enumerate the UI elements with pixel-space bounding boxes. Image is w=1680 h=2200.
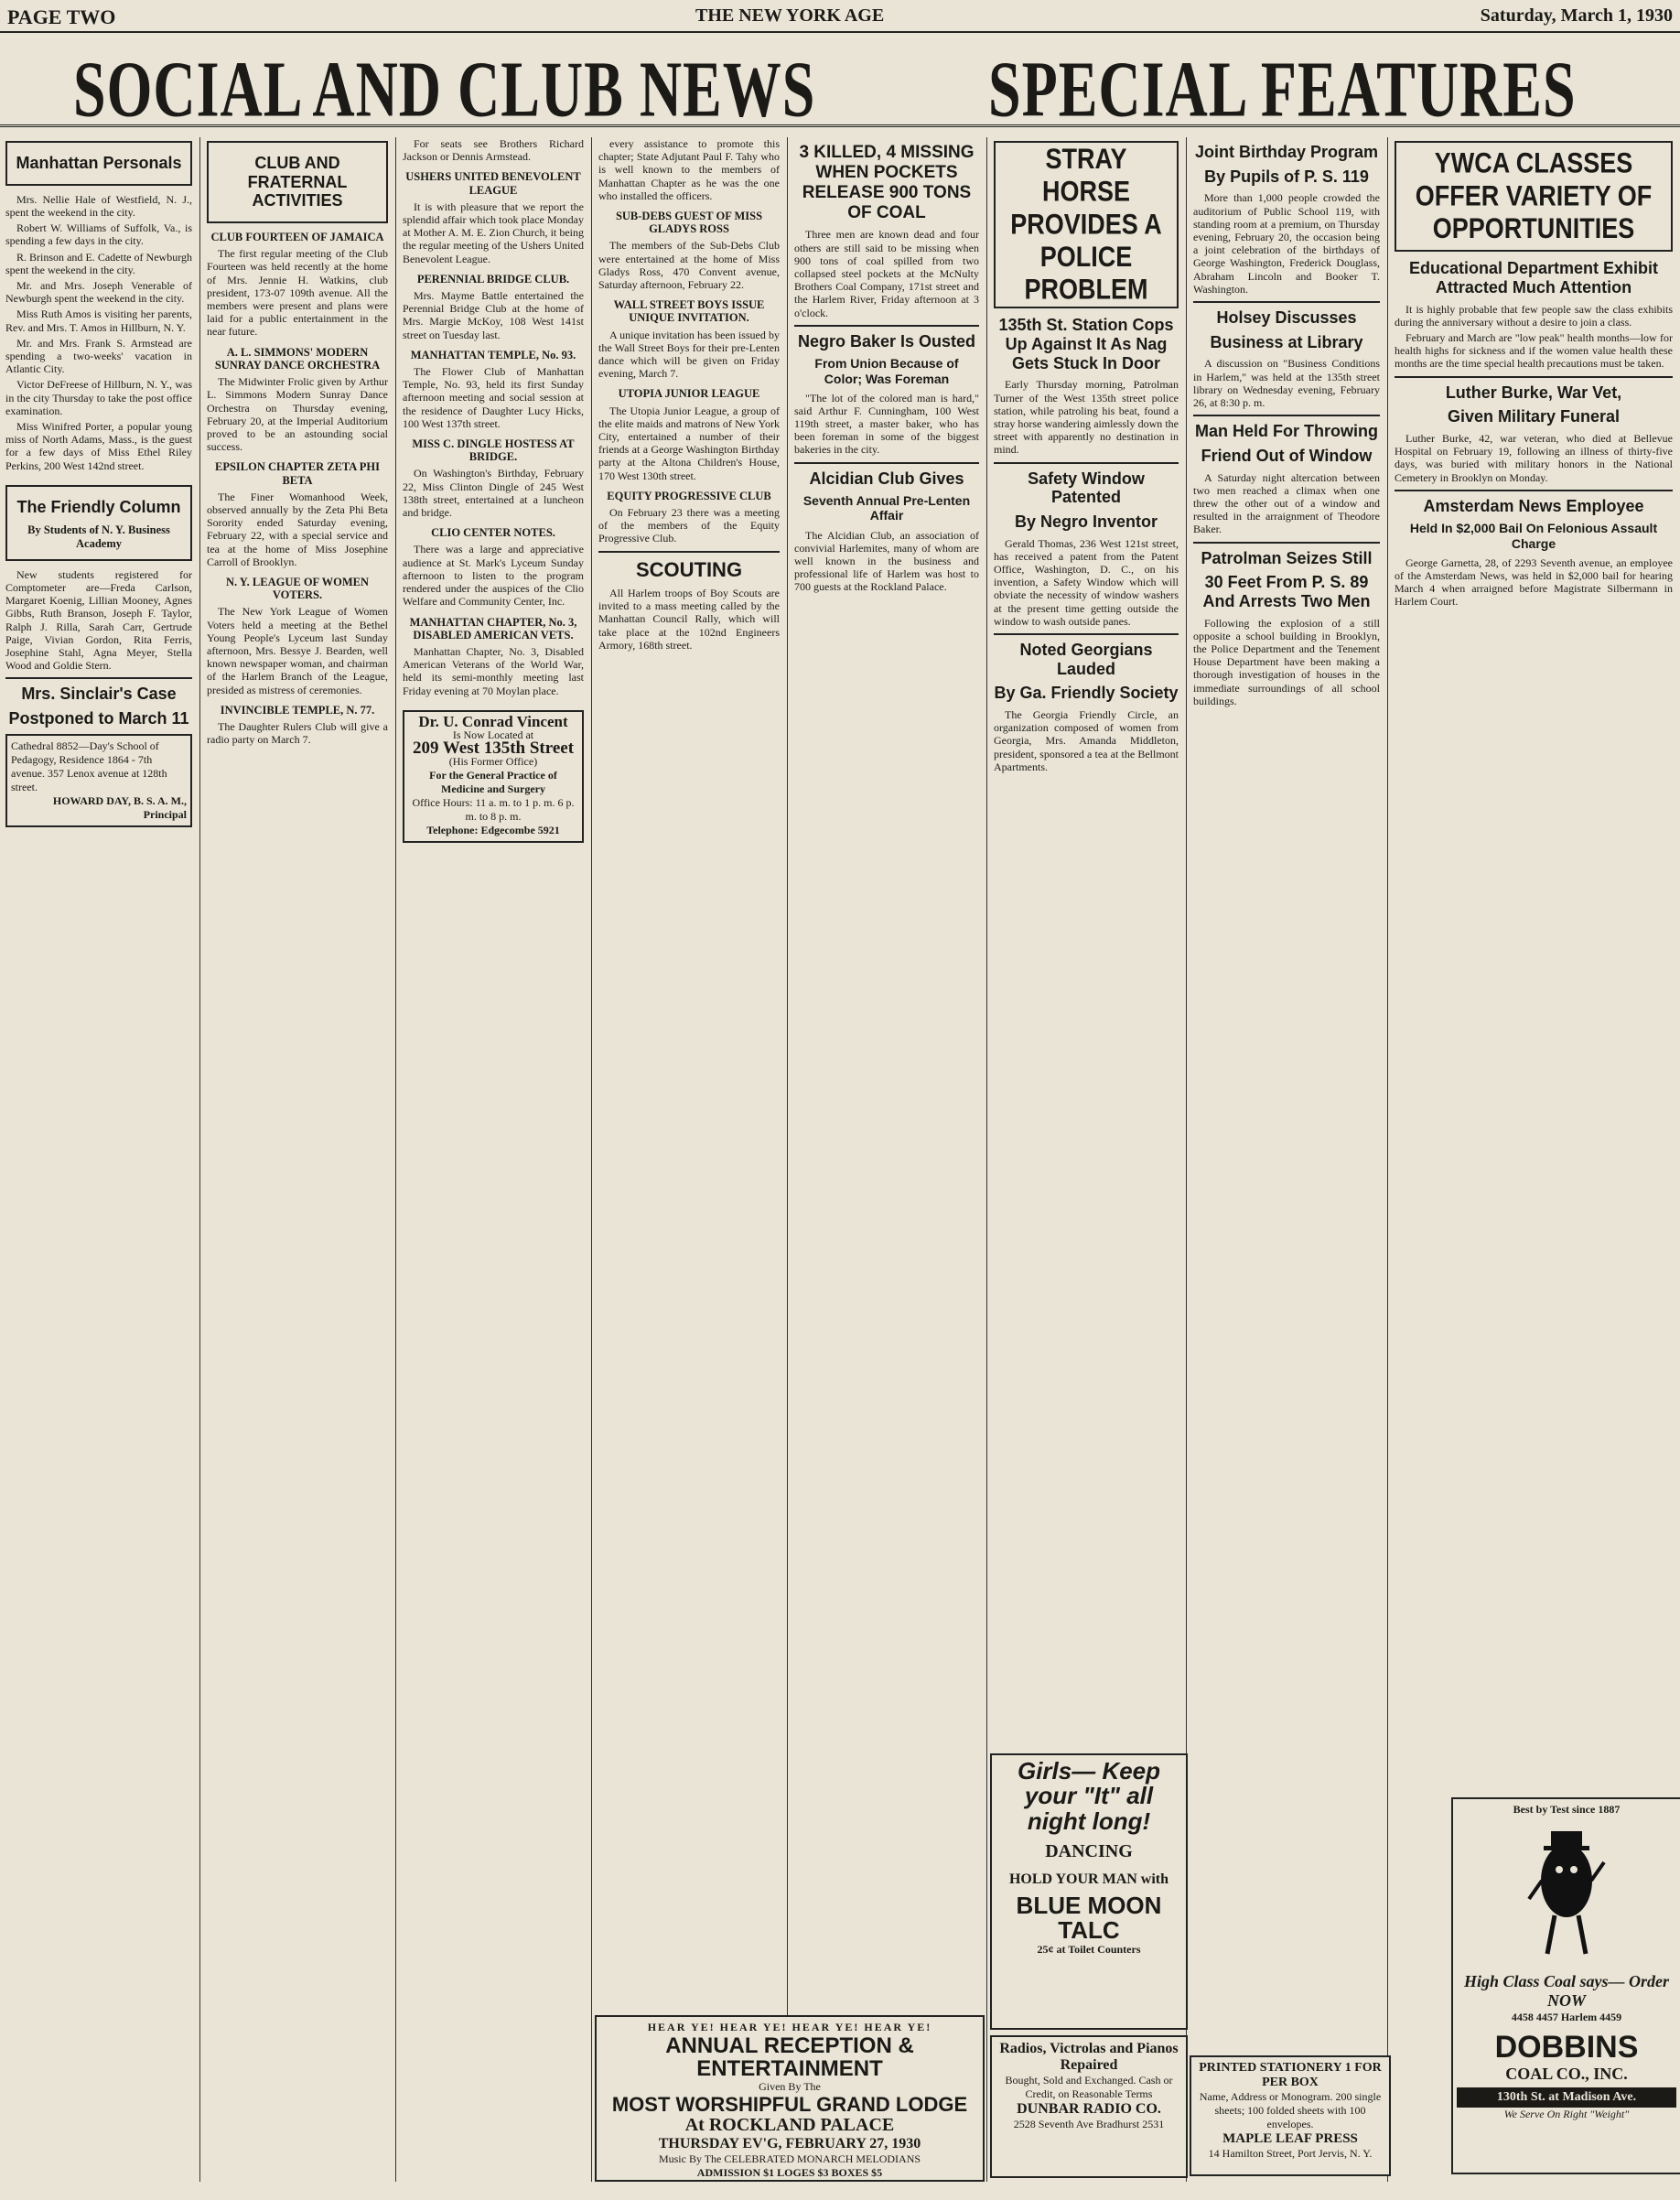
- item-text: There was a large and appreciative audience at St. Mark's Lyceum Sunday afternoon to listen to the program rendered under the auspices of the Clio Welfare and Community Center, Inc.: [403, 543, 584, 609]
- divider: [598, 551, 780, 553]
- ad-radio-headline: Radios, Victrolas and Pianos Repaired: [999, 2041, 1179, 2073]
- divider: [1193, 542, 1380, 544]
- subhead: SUB-DEBS GUEST OF MISS GLADYS ROSS: [615, 210, 763, 236]
- subhead: PERENNIAL BRIDGE CLUB.: [416, 272, 570, 286]
- ad-stationery-headline: PRINTED STATIONERY 1 FOR PER BOX: [1199, 2061, 1382, 2089]
- section-header-box: [1395, 141, 1673, 252]
- ad-lodge-name: MOST WORSHIPFUL GRAND LODGE: [611, 2093, 968, 2117]
- item-text: It is highly probable that few people saw the class exhibits during the anniversary without a desire to join a class.: [1395, 302, 1673, 329]
- ad-dobbins-name: DOBBINS: [1494, 2030, 1639, 2065]
- divider: [5, 677, 192, 679]
- headline-negro-baker: Negro Baker Is Ousted: [797, 331, 976, 350]
- ad-radio-company: DUNBAR RADIO CO.: [1017, 2101, 1161, 2117]
- radio-advertisement: [990, 2035, 1188, 2178]
- divider: [994, 633, 1179, 635]
- column-rule: [199, 137, 200, 2182]
- divider: [1193, 301, 1380, 303]
- subhead: UTOPIA JUNIOR LEAGUE: [618, 387, 760, 401]
- item-text: A Saturday night altercation between two men reached a climax when one threw the other out of a window and resulted in the arraignment of Theodore Baker.: [1193, 470, 1380, 536]
- ad-dobbins-address: 130th St. at Madison Ave.: [1457, 2087, 1676, 2108]
- ad-former-office: (His Former Office): [448, 755, 538, 769]
- ad-phone: Telephone: Edgecombe 5921: [426, 824, 560, 837]
- headline-sinclair-case-deck: Postponed to March 11: [8, 709, 189, 728]
- ad-date: THURSDAY EV'G, FEBRUARY 27, 1930: [658, 2136, 921, 2152]
- headline-alcidian-club: Alcidian Club Gives: [809, 469, 964, 488]
- ad-hours: Office Hours: 11 a. m. to 1 p. m. 6 p. m. to 8 p. m.: [412, 796, 575, 824]
- headline-sinclair-case: Mrs. Sinclair's Case: [21, 685, 177, 704]
- ad-best-by-test: Best by Test since 1887: [1513, 1803, 1621, 1816]
- item-text: It is with pleasure that we report the splendid affair which took place Monday at Mother A. M. E. Zion Church, it being the regular meeting of the Ushers United Benevolent League.: [403, 200, 584, 265]
- headline-safety-window: Safety Window Patented: [1028, 469, 1145, 507]
- subhead: CLIO CENTER NOTES.: [431, 526, 555, 540]
- item-text: On Washington's Birthday, February 22, Miss Clinton Dingle of 245 West 138th street, entertained at a luncheon and bridge.: [403, 467, 584, 520]
- headline-man-held: Man Held For Throwing: [1195, 422, 1378, 441]
- headline-club-fraternal: CLUB AND FRATERNAL ACTIVITIES: [247, 154, 348, 210]
- ad-given-by: Given By The: [759, 2080, 821, 2094]
- coal-advertisement: [1451, 1797, 1680, 2174]
- column-rule: [395, 137, 396, 2182]
- ad-price: 25¢ at Toilet Counters: [1037, 1943, 1141, 1957]
- ad-moved: Is Now Located at: [452, 728, 534, 741]
- ad-dobbins-company: COAL CO., INC.: [1505, 2064, 1628, 2083]
- section-header-box: [5, 485, 192, 561]
- stationery-advertisement: [1190, 2055, 1391, 2176]
- headline-negro-baker-deck: From Union Because of Color; Was Foreman: [814, 356, 959, 386]
- item-text: On February 23 there was a meeting of the members of the Equity Progressive Club.: [598, 506, 780, 545]
- item-text: Mrs. Mayme Battle entertained the Perennial Bridge Club at the home of Mrs. Margie McKoy, 108 West 141st street on Tuesday last.: [403, 289, 584, 341]
- ad-stationery-subtext: Name, Address or Monogram. 200 single sheets; 100 folded sheets with 100 envelopes.: [1199, 2090, 1382, 2130]
- ad-radio-subtext: Bought, Sold and Exchanged. Cash or Credit, on Reasonable Terms: [1005, 2074, 1173, 2100]
- subhead: INVINCIBLE TEMPLE, N. 77.: [220, 703, 375, 717]
- item-text: New students registered for Comptometer are—Freda Carlson, Margaret Koenig, Lillian Mooney, Agnes Gibbs, Ruth Branson, Joseph F. Taylor, Ralph J. Rilla, Sarah Carr, Gertrude Paige, Vivian Gordon, Rita Ferris, Josephine Stahl, Agna Meyer, Stella Wood and Goldie Stern.: [5, 567, 192, 673]
- item-text: The first regular meeting of the Club Fourteen was held recently at the home of Mrs. Jennie H. Watkins, club president, 173-07 109th avenue. All the members were present and plans were laid for a public entertainment in the near future.: [207, 247, 388, 339]
- subhead: MANHATTAN TEMPLE, No. 93.: [410, 348, 576, 361]
- item-text: Gerald Thomas, 236 West 121st street, has received a patent from the Patent Office, Washington, D. C., on his invention, a Safety Window which will obviate the necessity of window washers at the present time getting outside the window to wash outside panes.: [994, 536, 1179, 628]
- item-text: All Harlem troops of Boy Scouts are invited to a mass meeting called by the Manhattan Council Rally, which will take place at the 102nd Engineers Armory, 168th street.: [598, 586, 780, 652]
- item-text: The New York League of Women Voters held a meeting at the Bethel Young People's Lyceum last Sunday afternoon, Mrs. Bessye J. Bearden, well known newspaper woman, and chairman of the Harlem Branch of the League, presided as mistress of ceremonies.: [207, 605, 388, 696]
- column-rule: [1387, 137, 1388, 2182]
- divider: [1395, 376, 1673, 378]
- subhead: MANHATTAN CHAPTER, No. 3, DISABLED AMERICAN VETS.: [409, 615, 577, 642]
- ad-brand: BLUE MOON TALC: [1016, 1891, 1162, 1945]
- paper-name: THE NEW YORK AGE: [695, 5, 885, 26]
- headline-holsey: Holsey Discusses: [1216, 308, 1357, 327]
- headline-alcidian-club-deck: Seventh Annual Pre-Lenten Affair: [802, 493, 971, 523]
- headline-amsterdam-news: Amsterdam News Employee: [1423, 496, 1644, 515]
- subhead: EQUITY PROGRESSIVE CLUB: [607, 489, 771, 502]
- ad-venue: At ROCKLAND PALACE: [684, 2115, 895, 2136]
- headline-amsterdam-news-deck: Held In $2,000 Bail On Felonious Assault Charge: [1409, 521, 1658, 551]
- column-2: [207, 137, 388, 2182]
- talc-advertisement: [990, 1753, 1188, 2030]
- headline-joint-birthday: Joint Birthday Program: [1194, 143, 1379, 161]
- headline-noted-georgians: Noted Georgians Lauded: [1019, 641, 1153, 678]
- headline-man-held-deck: Friend Out of Window: [1201, 446, 1373, 465]
- ad-hold-your-man: HOLD YOUR MAN with: [1008, 1871, 1169, 1887]
- divider: [1193, 415, 1380, 416]
- headline-ywca-classes: YWCA CLASSES OFFER VARIETY OF OPPORTUNITIES: [1415, 147, 1653, 244]
- coal-man-illustration-icon: [1525, 1826, 1608, 1963]
- headline-stray-horse-deck: 135th St. Station Cops Up Against It As Nag Gets Stuck In Door: [998, 316, 1174, 372]
- subhead: CLUB FOURTEEN OF JAMAICA: [210, 231, 384, 244]
- headline-patrolman-still-deck: 30 Feet From P. S. 89 And Arrests Two Men: [1202, 573, 1371, 610]
- item-text: "The lot of the colored man is hard," said Arthur F. Cunningham, 100 West 119th street, a master baker, who has been foreman in some of the biggest bakeries in the city.: [794, 391, 979, 457]
- headline-luther-burke-deck: Given Military Funeral: [1447, 407, 1621, 426]
- banner-special-features: SPECIAL FEATURES: [988, 45, 1577, 134]
- item-text: Luther Burke, 42, war veteran, who died at Bellevue Hospital on February 19, following an illness of thirty-five days, was buried with military honors in the National Cemetery in Brooklyn on Monday.: [1395, 431, 1673, 484]
- ad-stationery-company: MAPLE LEAF PRESS: [1222, 2131, 1358, 2146]
- column-rule: [591, 137, 592, 2182]
- divider: [794, 325, 979, 327]
- item-text: Mr. and Mrs. Frank S. Armstead are spending a two-weeks' vacation in Atlantic City.: [5, 336, 192, 376]
- column-4: [598, 137, 780, 2182]
- item-text: Mr. and Mrs. Joseph Venerable of Newburgh spent the weekend in the city.: [5, 278, 192, 306]
- headline-manhattan-personals: Manhattan Personals: [16, 154, 182, 172]
- ad-signature: HOWARD DAY, B. S. A. M., Principal: [52, 793, 187, 821]
- item-text: The members of the Sub-Debs Club were entertained at the home of Miss Gladys Ross, 470 Convent avenue, Saturday afternoon, February 22.: [598, 239, 780, 292]
- item-text: The Georgia Friendly Circle, an organization composed of women from Georgia, Mrs. Amanda Middleton, president, sponsored a tea at the Bellmont Apartments.: [994, 708, 1179, 773]
- item-text: Miss Ruth Amos is visiting her parents, Rev. and Mrs. T. Amos in Hillburn, N. Y.: [5, 307, 192, 334]
- school-advertisement: [5, 734, 192, 827]
- ad-hear-ye: HEAR YE! HEAR YE! HEAR YE! HEAR YE!: [647, 2021, 932, 2033]
- doctor-advertisement: [403, 710, 584, 843]
- divider: [1395, 490, 1673, 491]
- headline-safety-window-deck: By Negro Inventor: [1014, 512, 1158, 531]
- headline-patrolman-still: Patrolman Seizes Still: [1201, 548, 1373, 567]
- subhead: USHERS UNITED BENEVOLENT LEAGUE: [405, 170, 581, 197]
- section-header-box: [207, 141, 388, 223]
- item-text: George Garnetta, 28, of 2293 Seventh avenue, an employee of the Amsterdam News, was held in $2,000 bail for hearing March 4 when arraigned before Magistrate Silbermann in Harlem Court.: [1395, 555, 1673, 609]
- headline-luther-burke: Luther Burke, War Vet,: [1445, 383, 1622, 402]
- item-text: R. Brinson and E. Cadette of Newburgh spent the weekend in the city.: [5, 250, 192, 276]
- item-text: For seats see Brothers Richard Jackson or Dennis Armstead.: [403, 137, 584, 164]
- item-text: Victor DeFreese of Hillburn, N. Y., was in the city Thursday to take the post office examination.: [5, 378, 192, 417]
- item-text: The Flower Club of Manhattan Temple, No. 93, held its first Sunday afternoon meeting and social session at the residence of Daughter Lucy Hicks, 100 West 137th street.: [403, 365, 584, 430]
- headline-friendly-column: The Friendly Column: [16, 497, 181, 516]
- item-text: The Midwinter Frolic given by Arthur L. Simmons Modern Sunray Dance Orchestra on Thursday evening, February 20, at the Imperial Auditorium proved to be an astounding social success.: [207, 375, 388, 454]
- item-text: The Alcidian Club, an association of convivial Harlemites, many of whom are well known in the business and professional life of Harlem was host to 700 guests at the Rockland Palace.: [794, 528, 979, 594]
- item-text: every assistance to promote this chapter; State Adjutant Paul F. Tahy who is well known to the members of Manhattan Chapter as he was the one who installed the officers.: [598, 137, 780, 202]
- subhead: MISS C. DINGLE HOSTESS AT BRIDGE.: [412, 437, 575, 464]
- grand-lodge-advertisement: [595, 2015, 985, 2182]
- ad-dobbins-motto: We Serve On Right "Weight": [1503, 2107, 1630, 2120]
- subhead: A. L. SIMMONS' MODERN SUNRAY DANCE ORCHESTRA: [214, 345, 381, 372]
- item-text: February and March are "low peak" health months—low for health highs for sickness and if the women value health these months are the time special health precautions must be taken.: [1395, 330, 1673, 371]
- folio-line: [0, 0, 1680, 33]
- divider: [994, 462, 1179, 464]
- subhead: WALL STREET BOYS ISSUE UNIQUE INVITATION.: [613, 298, 765, 325]
- page-number: PAGE TWO: [7, 5, 116, 28]
- column-3: [403, 137, 584, 2182]
- ad-stationery-address: 14 Hamilton Street, Port Jervis, N. Y.: [1208, 2147, 1373, 2160]
- ad-practice: For the General Practice of Medicine and Surgery: [429, 769, 557, 796]
- ad-coal-slogan: High Class Coal says— Order NOW: [1463, 1972, 1670, 2010]
- item-text: Three men are known dead and four others are still said to be missing when 900 tons of coal spilled from two collapsed steel pockets at the McNulty Brothers Coal Company, 171st street and the Harlem River, Friday afternoon at 3 o'clock.: [794, 228, 979, 319]
- column-rule: [787, 137, 788, 2182]
- item-text: Robert W. Williams of Suffolk, Va., is spending a few days in the city.: [5, 221, 192, 248]
- item-text: Manhattan Chapter, No. 3, Disabled American Veterans of the World War, held its semi-monthly meeting last Friday evening at 70 Moylan place.: [403, 644, 584, 697]
- item-text: Early Thursday morning, Patrolman Turner of the West 135th street police station, while patroling his beat, found a stray horse wandering aimlessly down the street with apparently no destination in mind.: [994, 378, 1179, 457]
- item-text: The Utopia Junior League, a group of the elite maids and matrons of New York City, entertained a number of their friends at a George Washington Birthday party at the Altona Children's House, 170 West 130th street.: [598, 404, 780, 482]
- ad-admission: ADMISSION $1 LOGES $3 BOXES $5: [696, 2166, 883, 2180]
- ad-coal-phone: 4458 4457 Harlem 4459: [1511, 2011, 1622, 2023]
- item-text: Mrs. Nellie Hale of Westfield, N. J., spent the weekend in the city.: [5, 192, 192, 219]
- byline: By Students of N. Y. Business Academy: [27, 523, 170, 550]
- ad-girls-slogan: Girls— Keep your "It" all night long!: [1017, 1757, 1161, 1835]
- headline-scouting: SCOUTING: [635, 557, 743, 581]
- item-text: The Daughter Rulers Club will give a radio party on March 7.: [207, 719, 388, 747]
- banner-social-club-news: SOCIAL AND CLUB NEWS: [73, 45, 816, 134]
- section-banner: [0, 37, 1680, 134]
- ad-radio-address: 2528 Seventh Ave Bradhurst 2531: [1013, 2118, 1165, 2130]
- divider: [794, 462, 979, 464]
- ad-title: ANNUAL RECEPTION & ENTERTAINMENT: [665, 2033, 914, 2082]
- section-header-box: [994, 141, 1179, 308]
- column-1: [5, 137, 192, 2182]
- item-text: Following the explosion of a still opposite a school building in Brooklyn, the Police Department and the Tenement House Department have been making a thorough investigation of houses in the immediate surroundings of all school buildings.: [1193, 616, 1380, 707]
- headline-noted-georgians-deck: By Ga. Friendly Society: [994, 684, 1179, 703]
- headline-holsey-deck: Business at Library: [1210, 332, 1363, 351]
- section-header-box: [5, 141, 192, 186]
- column-rule: [986, 137, 987, 2182]
- headline-coal-accident: 3 KILLED, 4 MISSING WHEN POCKETS RELEASE 900 TONS OF COAL: [799, 143, 975, 222]
- headline-ywca-deck: Educational Department Exhibit Attracted Much Attention: [1408, 259, 1659, 297]
- column-7: [1193, 137, 1380, 2182]
- ad-music: Music By The CELEBRATED MONARCH MELODIANS: [658, 2152, 921, 2166]
- issue-date: Saturday, March 1, 1930: [1480, 5, 1673, 26]
- item-text: More than 1,000 people crowded the auditorium of Public School 119, with standing room at a premium, on Thursday evening, February 20, the occasion being a joint celebration of the birthdays of George Washington, Frederick Douglass, Abraham Lincoln and Booker T. Washington.: [1193, 191, 1380, 296]
- item-text: A discussion on "Business Conditions in Harlem," was held at the 135th street library on Wednesday evening, February 26, at 8:30 p. m.: [1193, 357, 1380, 409]
- item-text: A unique invitation has been issued by the Wall Street Boys for their pre-Lenten dance which will be given on Friday evening, March 7.: [598, 328, 780, 381]
- ad-address: 209 West 135th Street: [412, 738, 575, 758]
- ad-doctor-name: Dr. U. Conrad Vincent: [418, 712, 568, 730]
- subhead: EPSILON CHAPTER ZETA PHI BETA: [214, 460, 380, 487]
- headline-joint-birthday-deck: By Pupils of P. S. 119: [1204, 167, 1369, 186]
- item-text: Miss Winifred Porter, a popular young miss of North Adams, Mass., is the guest for a few days of Miss Ethel Riley Perkins, 200 West 142nd street.: [5, 419, 192, 472]
- column-5: [794, 137, 979, 2182]
- subhead: N. Y. LEAGUE OF WOMEN VOTERS.: [225, 575, 370, 602]
- headline-stray-horse: STRAY HORSE PROVIDES A POLICE PROBLEM: [1010, 143, 1162, 306]
- item-text: The Finer Womanhood Week, observed annually by the Zeta Phi Beta Sorority ended Saturday evening, February 22, with a special service and tea at the home of Miss Josephine Carroll of Brooklyn.: [207, 490, 388, 568]
- ad-dancing: DANCING: [1045, 1840, 1133, 1861]
- ad-text: Cathedral 8852—Day's School of Pedagogy, Residence 1864 - 7th avenue. 357 Lenox avenue at 128th street.: [11, 739, 167, 793]
